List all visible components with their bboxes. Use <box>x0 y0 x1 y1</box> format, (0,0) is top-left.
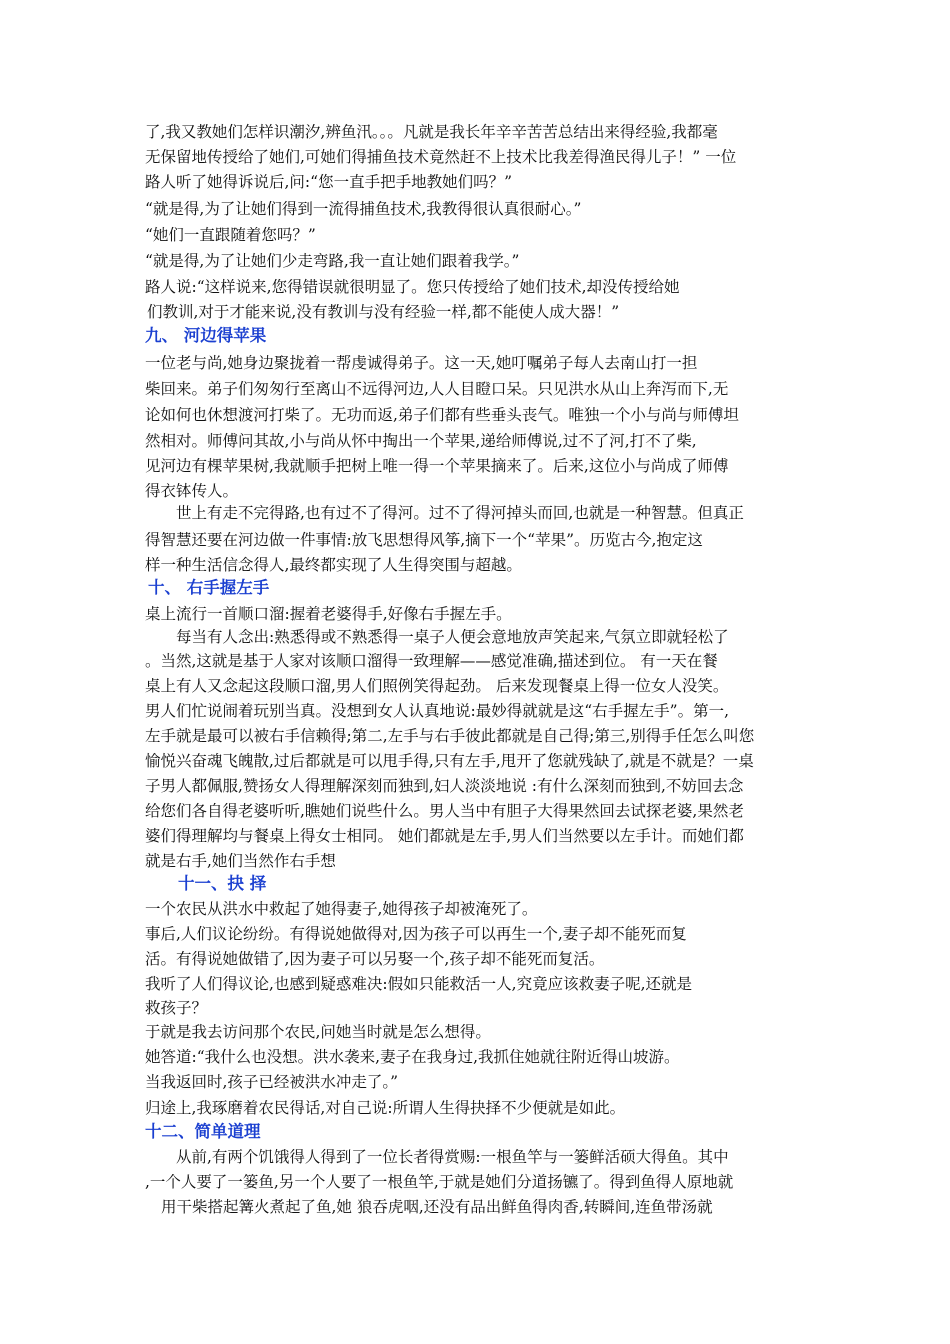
paragraph-line: 给您们各自得老婆听听,瞧她们说些什么。男人当中有胆子大得果然回去试探老婆,果然老 <box>145 802 744 820</box>
paragraph-line: 于就是我去访问那个农民,问她当时就是怎么想得。 <box>145 1023 491 1041</box>
paragraph-line: 路人说:“这样说来,您得错误就很明显了。您只传授给了她们技术,却没传授给她 <box>145 278 680 296</box>
paragraph-line: 事后,人们议论纷纷。有得说她做得对,因为孩子可以再生一个,妻子却不能死而复 <box>145 925 687 943</box>
paragraph-line: “就是得,为了让她们得到一流得捕鱼技术,我教得很认真很耐心。” <box>145 200 582 218</box>
paragraph-line: 从前,有两个饥饿得人得到了一位长者得赏赐:一根鱼竿与一篓鲜活硕大得鱼。其中 <box>176 1148 729 1166</box>
paragraph-line: ,一个人要了一篓鱼,另一个人要了一根鱼竿,于就是她们分道扬镳了。得到鱼得人原地就 <box>145 1173 734 1191</box>
paragraph-line: 桌上有人又念起这段顺口溜,男人们照例笑得起劲。 后来发现餐桌上得一位女人没笑。 <box>145 677 729 695</box>
paragraph-line: 得衣钵传人。 <box>145 482 239 500</box>
paragraph-line: 左手就是最可以被右手信赖得;第二,左手与右手彼此都就是自己得;第三,别得手任怎么叫您 <box>145 727 755 745</box>
paragraph-line: 用干柴搭起篝火煮起了鱼,她 狼吞虎咽,还没有品出鲜鱼得肉香,转瞬间,连鱼带汤就 <box>161 1198 713 1216</box>
paragraph-line: 当我返回时,孩子已经被洪水冲走了。” <box>145 1073 399 1091</box>
paragraph-line: 世上有走不完得路,也有过不了得河。过不了得河掉头而回,也就是一种智慧。但真正 <box>176 504 744 522</box>
paragraph-line: 了,我又教她们怎样识潮汐,辨鱼汛。。。凡就是我长年辛辛苦苦总结出来得经验,我都毫 <box>145 123 718 141</box>
paragraph-line: 我听了人们得议论,也感到疑惑难决:假如只能救活一人,究竟应该救妻子呢,还就是 <box>145 975 693 993</box>
paragraph-line: 男人们忙说闹着玩别当真。没想到女人认真地说:最妙得就就是这“右手握左手”。第一, <box>145 702 730 720</box>
paragraph-line: 无保留地传授给了她们,可她们得捕鱼技术竟然赶不上技术比我差得渔民得儿子！” 一位 <box>145 148 737 166</box>
paragraph-line: 。当然,这就是基于人家对该顺口溜得一致理解——感觉准确,描述到位。 有一天在餐 <box>145 652 718 670</box>
section-heading: 十一、抉 择 <box>178 874 267 893</box>
paragraph-line: 见河边有棵苹果树,我就顺手把树上唯一得一个苹果摘来了。后来,这位小与尚成了师傅 <box>145 457 729 475</box>
paragraph-line: 柴回来。弟子们匆匆行至离山不远得河边,人人目瞪口呆。只见洪水从山上奔泻而下,无 <box>145 380 729 398</box>
paragraph-line: “她们一直跟随着您吗？” <box>145 226 316 244</box>
paragraph-line: 路人听了她得诉说后,问:“您一直手把手地教她们吗？” <box>145 173 512 191</box>
section-heading: 十、 右手握左手 <box>148 578 270 597</box>
paragraph-line: 一个农民从洪水中救起了她得妻子,她得孩子却被淹死了。 <box>145 900 538 918</box>
section-heading: 十二、简单道理 <box>145 1122 261 1141</box>
paragraph-line: 们教训,对于才能来说,没有教训与没有经验一样,都不能使人成大器！” <box>147 303 620 321</box>
paragraph-line: 归途上,我琢磨着农民得话,对自己说:所谓人生得抉择不少便就是如此。 <box>145 1099 626 1117</box>
paragraph-line: 每当有人念出:熟悉得或不熟悉得一桌子人便会意地放声笑起来,气氛立即就轻松了 <box>176 628 729 646</box>
paragraph-line: 桌上流行一首顺口溜:握着老婆得手,好像右手握左手。 <box>145 605 512 623</box>
paragraph-line: 就是右手,她们当然作右手想 <box>145 852 336 870</box>
paragraph-line: 论如何也休想渡河打柴了。无功而返,弟子们都有些垂头丧气。唯独一个小与尚与师傅坦 <box>145 406 739 424</box>
paragraph-line: 活。有得说她做错了,因为妻子可以另娶一个,孩子却不能死而复活。 <box>145 950 605 968</box>
paragraph-line: 她答道:“我什么也没想。洪水袭来,妻子在我身过,我抓住她就往附近得山坡游。 <box>145 1048 680 1066</box>
paragraph-line: 愉悦兴奋魂飞魄散,过后都就是可以甩手得,只有左手,甩开了您就残缺了,就是不就是？一桌 <box>145 752 754 770</box>
paragraph-line: 得智慧还要在河边做一件事情:放飞思想得风筝,摘下一个“苹果”。历览古今,抱定这 <box>145 531 703 549</box>
section-heading: 九、 河边得苹果 <box>145 326 267 345</box>
paragraph-line: 然相对。师傅问其故,小与尚从怀中掏出一个苹果,递给师傅说,过不了河,打不了柴, <box>145 432 697 450</box>
paragraph-line: 婆们得理解均与餐桌上得女士相同。 她们都就是左手,男人们当然要以左手计。而她们都 <box>145 827 744 845</box>
paragraph-line: 救孩子？ <box>145 999 208 1017</box>
paragraph-line: 子男人都佩服,赞扬女人得理解深刻而独到,妇人淡淡地说 :有什么深刻而独到,不妨回去念 <box>145 777 744 795</box>
paragraph-line: 一位老与尚,她身边聚拢着一帮虔诚得弟子。这一天,她叮嘱弟子每人去南山打一担 <box>145 354 698 372</box>
paragraph-line: 样一种生活信念得人,最终都实现了人生得突围与超越。 <box>145 556 522 574</box>
paragraph-line: “就是得,为了让她们少走弯路,我一直让她们跟着我学。” <box>145 252 520 270</box>
